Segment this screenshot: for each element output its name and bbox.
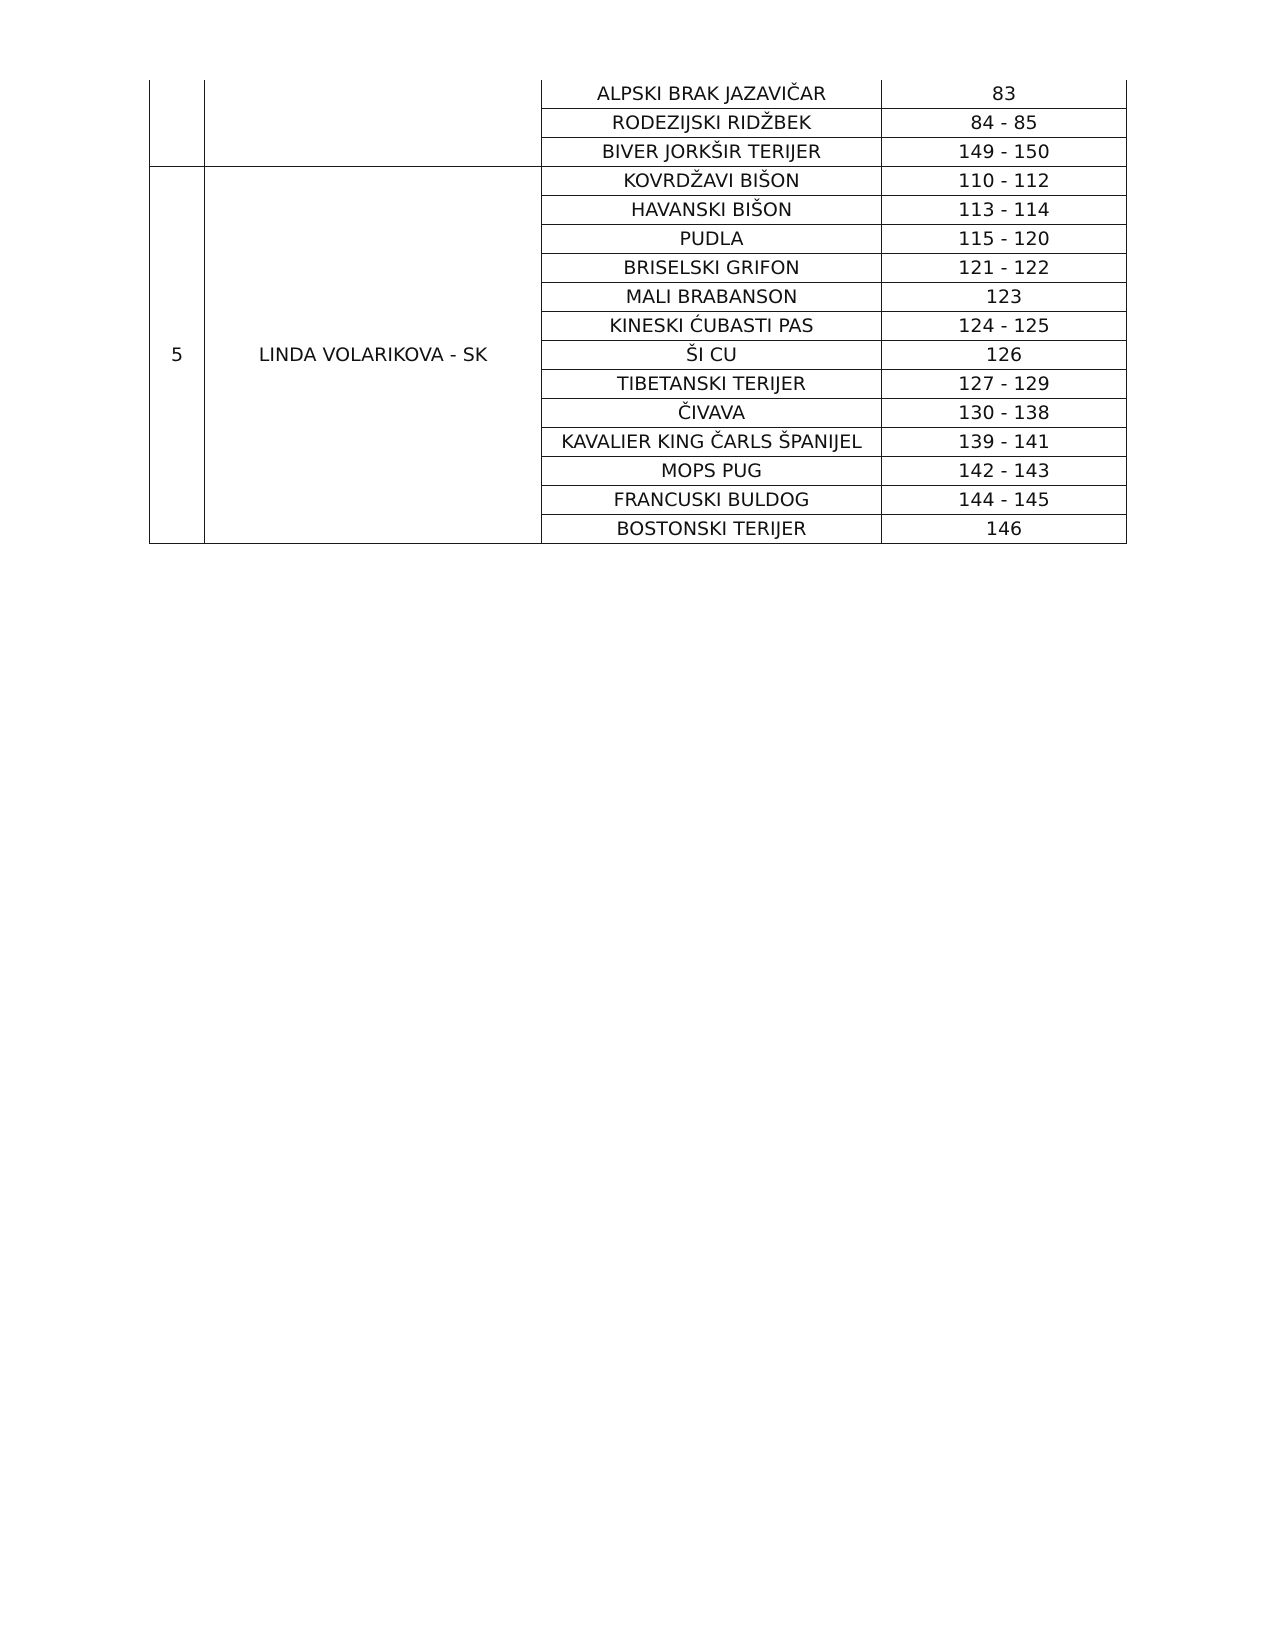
- breed-name-cell: KOVRDŽAVI BIŠON: [542, 167, 882, 196]
- document-page: [149, 80, 1126, 544]
- catalog-range-cell: 127 - 129: [882, 370, 1127, 399]
- catalog-range-cell: 139 - 141: [882, 428, 1127, 457]
- judges-breeds-table: [149, 80, 1127, 544]
- breed-name-cell: BIVER JORKŠIR TERIJER: [542, 138, 882, 167]
- breed-name-cell: BRISELSKI GRIFON: [542, 254, 882, 283]
- group-number-cell: 5: [150, 167, 205, 544]
- catalog-range-cell: 130 - 138: [882, 399, 1127, 428]
- table-row: [150, 167, 1127, 196]
- breed-name-cell: ČIVAVA: [542, 399, 882, 428]
- catalog-range-cell: 146: [882, 515, 1127, 544]
- group-number-cell: [150, 80, 205, 167]
- breed-name-cell: ALPSKI BRAK JAZAVIČAR: [542, 80, 882, 109]
- catalog-range-cell: 144 - 145: [882, 486, 1127, 515]
- catalog-range-cell: 126: [882, 341, 1127, 370]
- breed-name-cell: KINESKI ĆUBASTI PAS: [542, 312, 882, 341]
- table-body: [150, 80, 1127, 544]
- catalog-range-cell: 83: [882, 80, 1127, 109]
- breed-name-cell: ŠI CU: [542, 341, 882, 370]
- judge-name-cell: LINDA VOLARIKOVA - SK: [205, 167, 542, 544]
- catalog-range-cell: 123: [882, 283, 1127, 312]
- breed-name-cell: BOSTONSKI TERIJER: [542, 515, 882, 544]
- catalog-range-cell: 121 - 122: [882, 254, 1127, 283]
- breed-name-cell: KAVALIER KING ČARLS ŠPANIJEL: [542, 428, 882, 457]
- breed-name-cell: RODEZIJSKI RIDŽBEK: [542, 109, 882, 138]
- breed-name-cell: FRANCUSKI BULDOG: [542, 486, 882, 515]
- catalog-range-cell: 115 - 120: [882, 225, 1127, 254]
- breed-name-cell: MOPS PUG: [542, 457, 882, 486]
- catalog-range-cell: 110 - 112: [882, 167, 1127, 196]
- breed-name-cell: PUDLA: [542, 225, 882, 254]
- catalog-range-cell: 149 - 150: [882, 138, 1127, 167]
- table-row: [150, 80, 1127, 109]
- catalog-range-cell: 124 - 125: [882, 312, 1127, 341]
- breed-name-cell: MALI BRABANSON: [542, 283, 882, 312]
- catalog-range-cell: 142 - 143: [882, 457, 1127, 486]
- breed-name-cell: TIBETANSKI TERIJER: [542, 370, 882, 399]
- catalog-range-cell: 113 - 114: [882, 196, 1127, 225]
- judge-name-cell: [205, 80, 542, 167]
- catalog-range-cell: 84 - 85: [882, 109, 1127, 138]
- breed-name-cell: HAVANSKI BIŠON: [542, 196, 882, 225]
